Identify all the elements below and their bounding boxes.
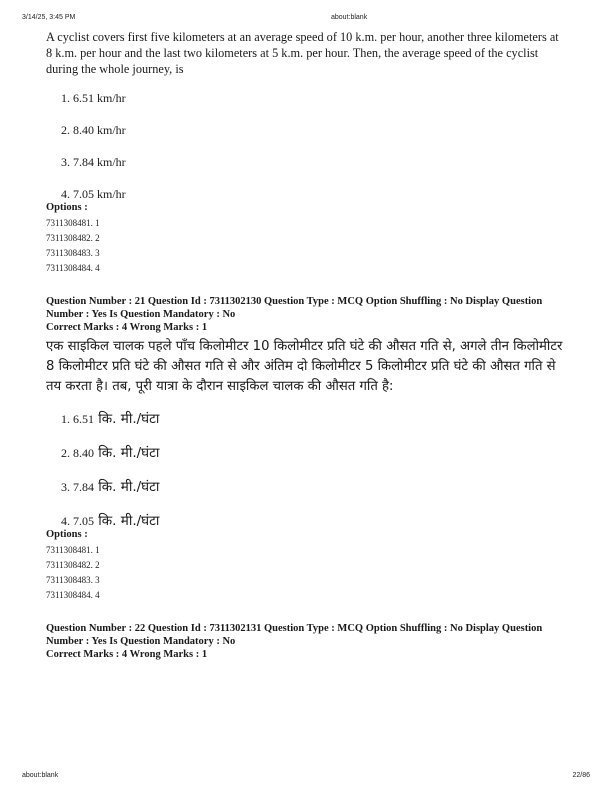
hindi-option-2-unit: कि. मी./घंटा xyxy=(98,445,160,461)
question-22-meta-marks: Correct Marks : 4 Wrong Marks : 1 xyxy=(46,649,208,660)
question-text-english: A cyclist covers first five kilometers at an average speed of 10 k.m. per hour, another three kilometers at 8 k.m. per hour and the last two kilometers at 5 k.m. per hour. Then, the average speed of the cyclist during the whole journey, is xyxy=(46,30,559,76)
question-meta-line-2: Number : Yes Is Question Mandatory : No xyxy=(46,309,236,320)
hindi-option-3-number: 3. 7.84 xyxy=(61,480,94,494)
hindi-option-3 xyxy=(61,477,576,495)
hindi-option-4-unit: कि. मी./घंटा xyxy=(98,513,160,529)
option-4: 4. 7.05 km/hr xyxy=(61,187,126,201)
hindi-option-1-number: 1. 6.51 xyxy=(61,412,94,426)
option-2: 2. 8.40 km/hr xyxy=(61,123,126,137)
options-label-2: Options : xyxy=(46,529,88,540)
page-content xyxy=(46,29,576,661)
hindi-option-3-unit: कि. मी./घंटा xyxy=(98,479,160,495)
question-22-meta-line-1: Question Number : 22 Question Id : 7311302131 Question Type : MCQ Option Shuffling : No Display Question xyxy=(46,623,543,634)
option-code-2-1: 7311308481. 1 xyxy=(46,545,100,555)
option-code-2-2: 7311308482. 2 xyxy=(46,560,100,570)
print-datetime: 3/14/25, 3:45 PM xyxy=(22,14,76,21)
options-label: Options : xyxy=(46,202,88,213)
page-number: 22/86 xyxy=(572,772,590,779)
hindi-option-1-unit: कि. मी./घंटा xyxy=(98,411,160,427)
hindi-option-1 xyxy=(61,409,576,427)
hindi-option-2 xyxy=(61,443,576,461)
question-meta-marks: Correct Marks : 4 Wrong Marks : 1 xyxy=(46,322,208,333)
option-code-4: 7311308484. 4 xyxy=(46,263,100,273)
hindi-option-2-number: 2. 8.40 xyxy=(61,446,94,460)
question-meta-line-1: Question Number : 21 Question Id : 7311302130 Question Type : MCQ Option Shuffling : No Display Question xyxy=(46,296,543,307)
question-22-meta-line-2: Number : Yes Is Question Mandatory : No xyxy=(46,636,236,647)
option-code-3: 7311308483. 3 xyxy=(46,248,100,258)
option-code-1: 7311308481. 1 xyxy=(46,218,100,228)
footer-url: about:blank xyxy=(22,772,59,779)
hindi-option-4-number: 4. 7.05 xyxy=(61,514,94,528)
option-code-2-4: 7311308484. 4 xyxy=(46,590,100,600)
option-1: 1. 6.51 km/hr xyxy=(61,91,126,105)
option-code-2: 7311308482. 2 xyxy=(46,233,100,243)
option-code-2-3: 7311308483. 3 xyxy=(46,575,100,585)
header-url: about:blank xyxy=(331,14,368,21)
option-3: 3. 7.84 km/hr xyxy=(61,155,126,169)
question-text-hindi: एक साइकिल चालक पहले पाँच किलोमीटर 10 किलोमीटर प्रति घंटे की औसत गति से, अगले तीन किलोमीटर 8 किलोमीटर प्रति घंटे की औसत गति से और अंतिम दो किलोमीटर 5 किलोमीटर प्रति घंटे की औसत गति से तय करता है। तब, पूरी यात्रा के दौरान साइकिल चालक की औसत गति है: xyxy=(46,339,563,394)
hindi-option-4 xyxy=(61,511,576,529)
